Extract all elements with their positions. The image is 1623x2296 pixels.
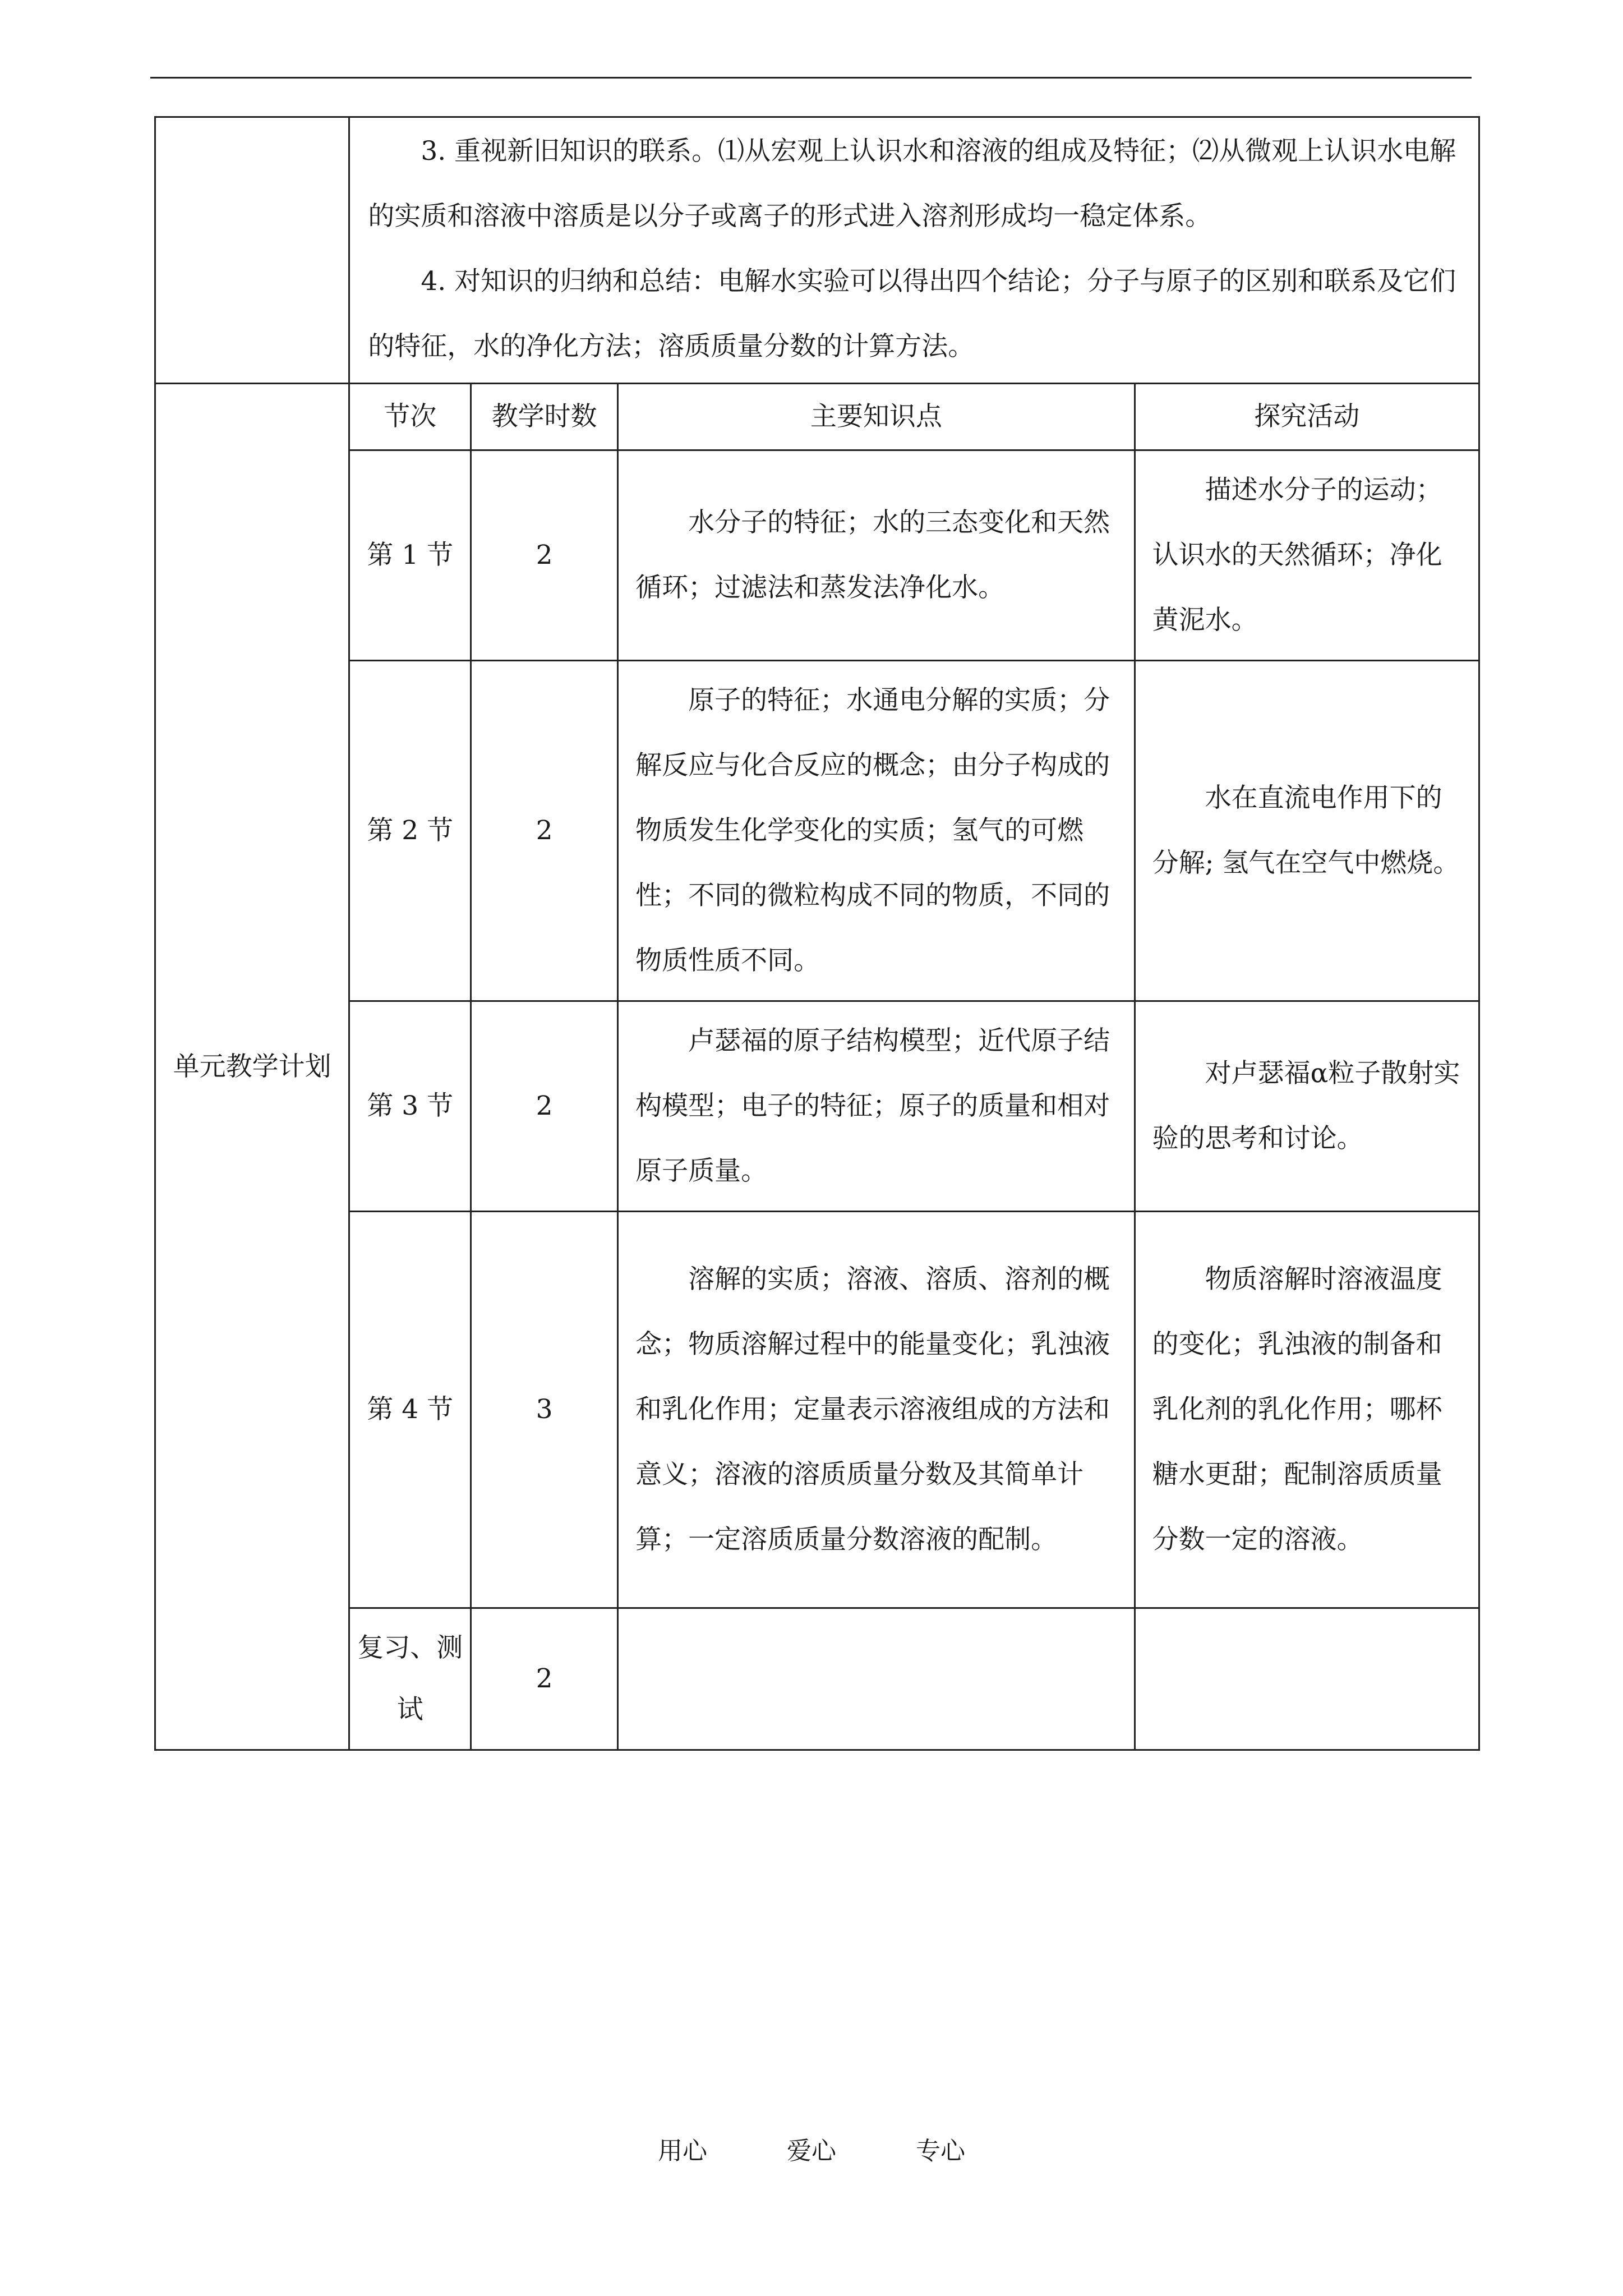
hours-cell: 2 (471, 1001, 618, 1212)
table-row (155, 450, 1479, 661)
table-row (155, 661, 1479, 1001)
table-row (155, 1001, 1479, 1212)
table-row (155, 1212, 1479, 1608)
points-text: 原子的特征；水通电分解的实质；分解反应与化合反应的概念；由分子构成的物质发生化学变化的实质；氢气的可燃性；不同的微粒构成不同的物质，不同的物质性质不同。 (635, 685, 1110, 976)
unit-plan-label: 单元教学计划 (155, 384, 349, 1750)
hours-cell: 2 (471, 661, 618, 1001)
footer-item: 用心 (658, 2137, 707, 2165)
points-cell (618, 1608, 1135, 1750)
unit-plan-table (154, 116, 1480, 1751)
activity-cell (1135, 1608, 1479, 1750)
activity-text: 水在直流电作用下的分解; 氢气在空气中燃烧。 (1152, 783, 1460, 878)
header-section: 节次 (349, 384, 471, 450)
section-cell: 第 2 节 (349, 661, 471, 1001)
section-cell: 第 4 节 (349, 1212, 471, 1608)
activity-text: 描述水分子的运动；认识水的天然循环；净化黄泥水。 (1152, 475, 1442, 636)
header-points: 主要知识点 (618, 384, 1135, 450)
goals-cell (349, 117, 1479, 384)
header-hours: 教学时数 (471, 384, 618, 450)
activity-text: 物质溶解时溶液温度的变化；乳浊液的制备和乳化剂的乳化作用；哪杯糖水更甜；配制溶质质量分数一定的溶液。 (1152, 1264, 1442, 1555)
header-activity: 探究活动 (1135, 384, 1479, 450)
points-text: 水分子的特征；水的三态变化和天然循环；过滤法和蒸发法净化水。 (635, 507, 1110, 603)
table-row (155, 1608, 1479, 1750)
page-footer (0, 2132, 1623, 2171)
hours-cell: 3 (471, 1212, 618, 1608)
goal-paragraph-3: 3. 重视新旧知识的联系。⑴从宏观上认识水和溶液的组成及特征；⑵从微观上认识水电解的实质和溶液中溶质是以分子或离子的形式进入溶剂形成均一稳定体系。 (368, 136, 1456, 232)
points-text: 溶解的实质；溶液、溶质、溶剂的概念；物质溶解过程中的能量变化；乳浊液和乳化作用；定量表示溶液组成的方法和意义；溶液的溶质质量分数及其简单计算；一定溶质质量分数溶液的配制。 (635, 1264, 1110, 1555)
activity-cell (1135, 661, 1479, 1001)
activity-cell (1135, 1001, 1479, 1212)
points-cell (618, 450, 1135, 661)
activity-cell (1135, 450, 1479, 661)
hours-cell: 2 (471, 450, 618, 661)
points-cell (618, 1001, 1135, 1212)
section-cell: 第 3 节 (349, 1001, 471, 1212)
header-rule (150, 77, 1472, 79)
hours-cell: 2 (471, 1608, 618, 1750)
goals-label-cell (155, 117, 349, 384)
footer-item: 专心 (916, 2137, 965, 2165)
goals-row (155, 117, 1479, 384)
activity-cell (1135, 1212, 1479, 1608)
points-cell (618, 661, 1135, 1001)
plan-header-row (155, 384, 1479, 450)
points-text: 卢瑟福的原子结构模型；近代原子结构模型；电子的特征；原子的质量和相对原子质量。 (635, 1025, 1110, 1186)
footer-item: 爱心 (787, 2137, 836, 2165)
activity-text: 对卢瑟福α粒子散射实验的思考和讨论。 (1152, 1058, 1460, 1154)
section-cell: 复习、测试 (349, 1608, 471, 1750)
points-cell (618, 1212, 1135, 1608)
section-cell: 第 1 节 (349, 450, 471, 661)
goal-paragraph-4: 4. 对知识的归纳和总结：电解水实验可以得出四个结论；分子与原子的区别和联系及它们的特征，水的净化方法；溶质质量分数的计算方法。 (368, 266, 1456, 362)
